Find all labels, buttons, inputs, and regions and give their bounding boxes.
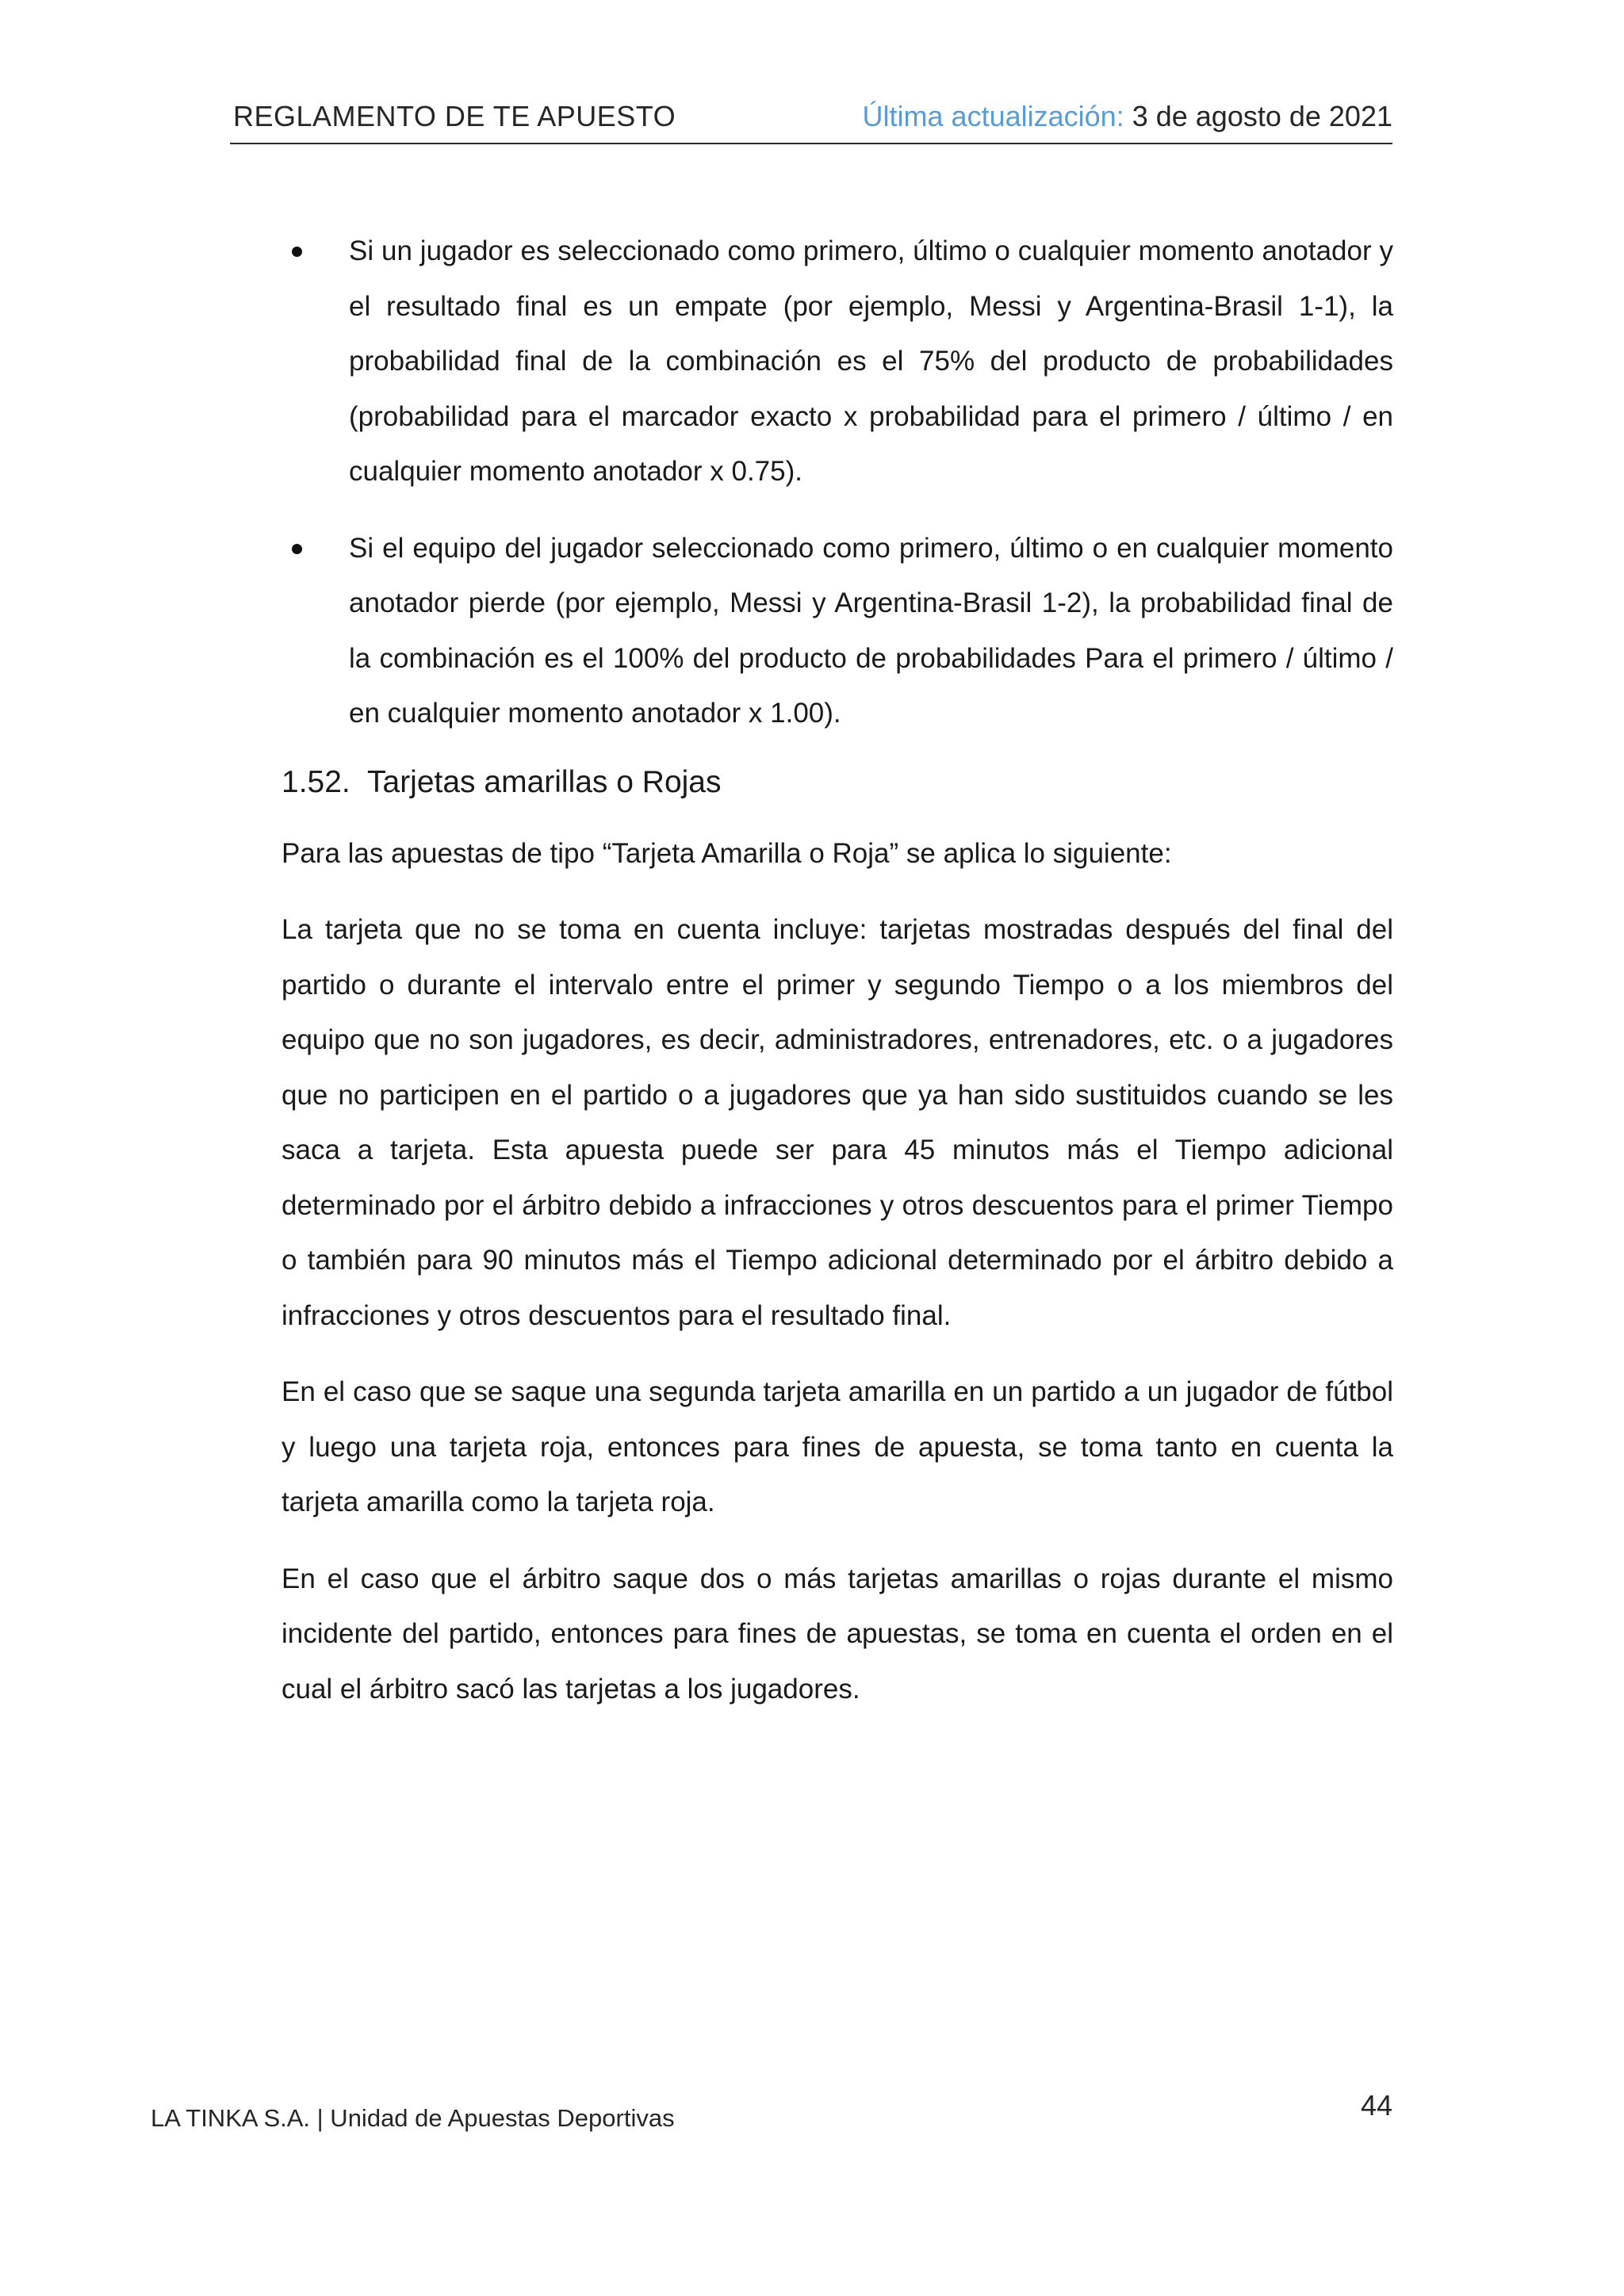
bullet-icon xyxy=(292,247,302,257)
list-item xyxy=(282,224,1393,499)
last-updated xyxy=(863,100,1392,133)
page-header xyxy=(230,94,1392,144)
page-number: 44 xyxy=(1360,2089,1392,2122)
footer-organization: LA TINKA S.A. | Unidad de Apuestas Deportivas xyxy=(151,2104,675,2132)
last-updated-label: Última actualización: xyxy=(862,100,1124,132)
section-number: 1.52. xyxy=(282,764,350,799)
page-body xyxy=(282,224,1393,1738)
document-title: REGLAMENTO DE TE APUESTO xyxy=(233,100,676,132)
bullet-text: Si el equipo del jugador seleccionado como primero, último o en cualquier momento anotador pierde (por ejemplo, Messi y Argentina-Brasil 1-2), la probabilidad final de la combinación es el 100% del producto de probabilidades Para el primero / último / en cualquier momento anotador x 1.00). xyxy=(349,532,1393,729)
paragraph: La tarjeta que no se toma en cuenta incluye: tarjetas mostradas después del final del partido o durante el intervalo entre el primer y segundo Tiempo o a los miembros del equipo que no son jugadores, es decir, administradores, entrenadores, etc. o a jugadores que no participen en el partido o a jugadores que ya han sido sustituidos cuando se les saca a tarjeta. Esta apuesta puede ser para 45 minutos más el Tiempo adicional determinado por el árbitro debido a infracciones y otros descuentos para el primer Tiempo o también para 90 minutos más el Tiempo adicional determinado por el árbitro debido a infracciones y otros descuentos para el resultado final. xyxy=(282,914,1393,1331)
list-item xyxy=(282,521,1393,741)
section-title: Tarjetas amarillas o Rojas xyxy=(367,764,722,799)
bullet-icon xyxy=(292,544,302,554)
paragraph: En el caso que el árbitro saque dos o más tarjetas amarillas o rojas durante el mismo incidente del partido, entonces para fines de apuestas, se toma en cuenta el orden en el cual el árbitro sacó las tarjetas a los jugadores. xyxy=(282,1563,1393,1705)
bullet-text: Si un jugador es seleccionado como primero, último o cualquier momento anotador y el resultado final es un empate (por ejemplo, Messi y Argentina-Brasil 1-1), la probabilidad final de la combinación es el 75% del producto de probabilidades (probabilidad para el marcador exacto x probabilidad para el primero / último / en cualquier momento anotador x 0.75). xyxy=(349,235,1393,487)
paragraph: Para las apuestas de tipo “Tarjeta Amarilla o Roja” se aplica lo siguiente: xyxy=(282,837,1172,869)
last-updated-date: 3 de agosto de 2021 xyxy=(1132,100,1392,132)
section-heading xyxy=(282,763,1393,802)
bullet-list xyxy=(282,224,1393,741)
paragraph: En el caso que se saque una segunda tarjeta amarilla en un partido a un jugador de fútbol y luego una tarjeta roja, entonces para fines de apuesta, se toma tanto en cuenta la tarjeta amarilla como la tarjeta roja. xyxy=(282,1376,1393,1517)
